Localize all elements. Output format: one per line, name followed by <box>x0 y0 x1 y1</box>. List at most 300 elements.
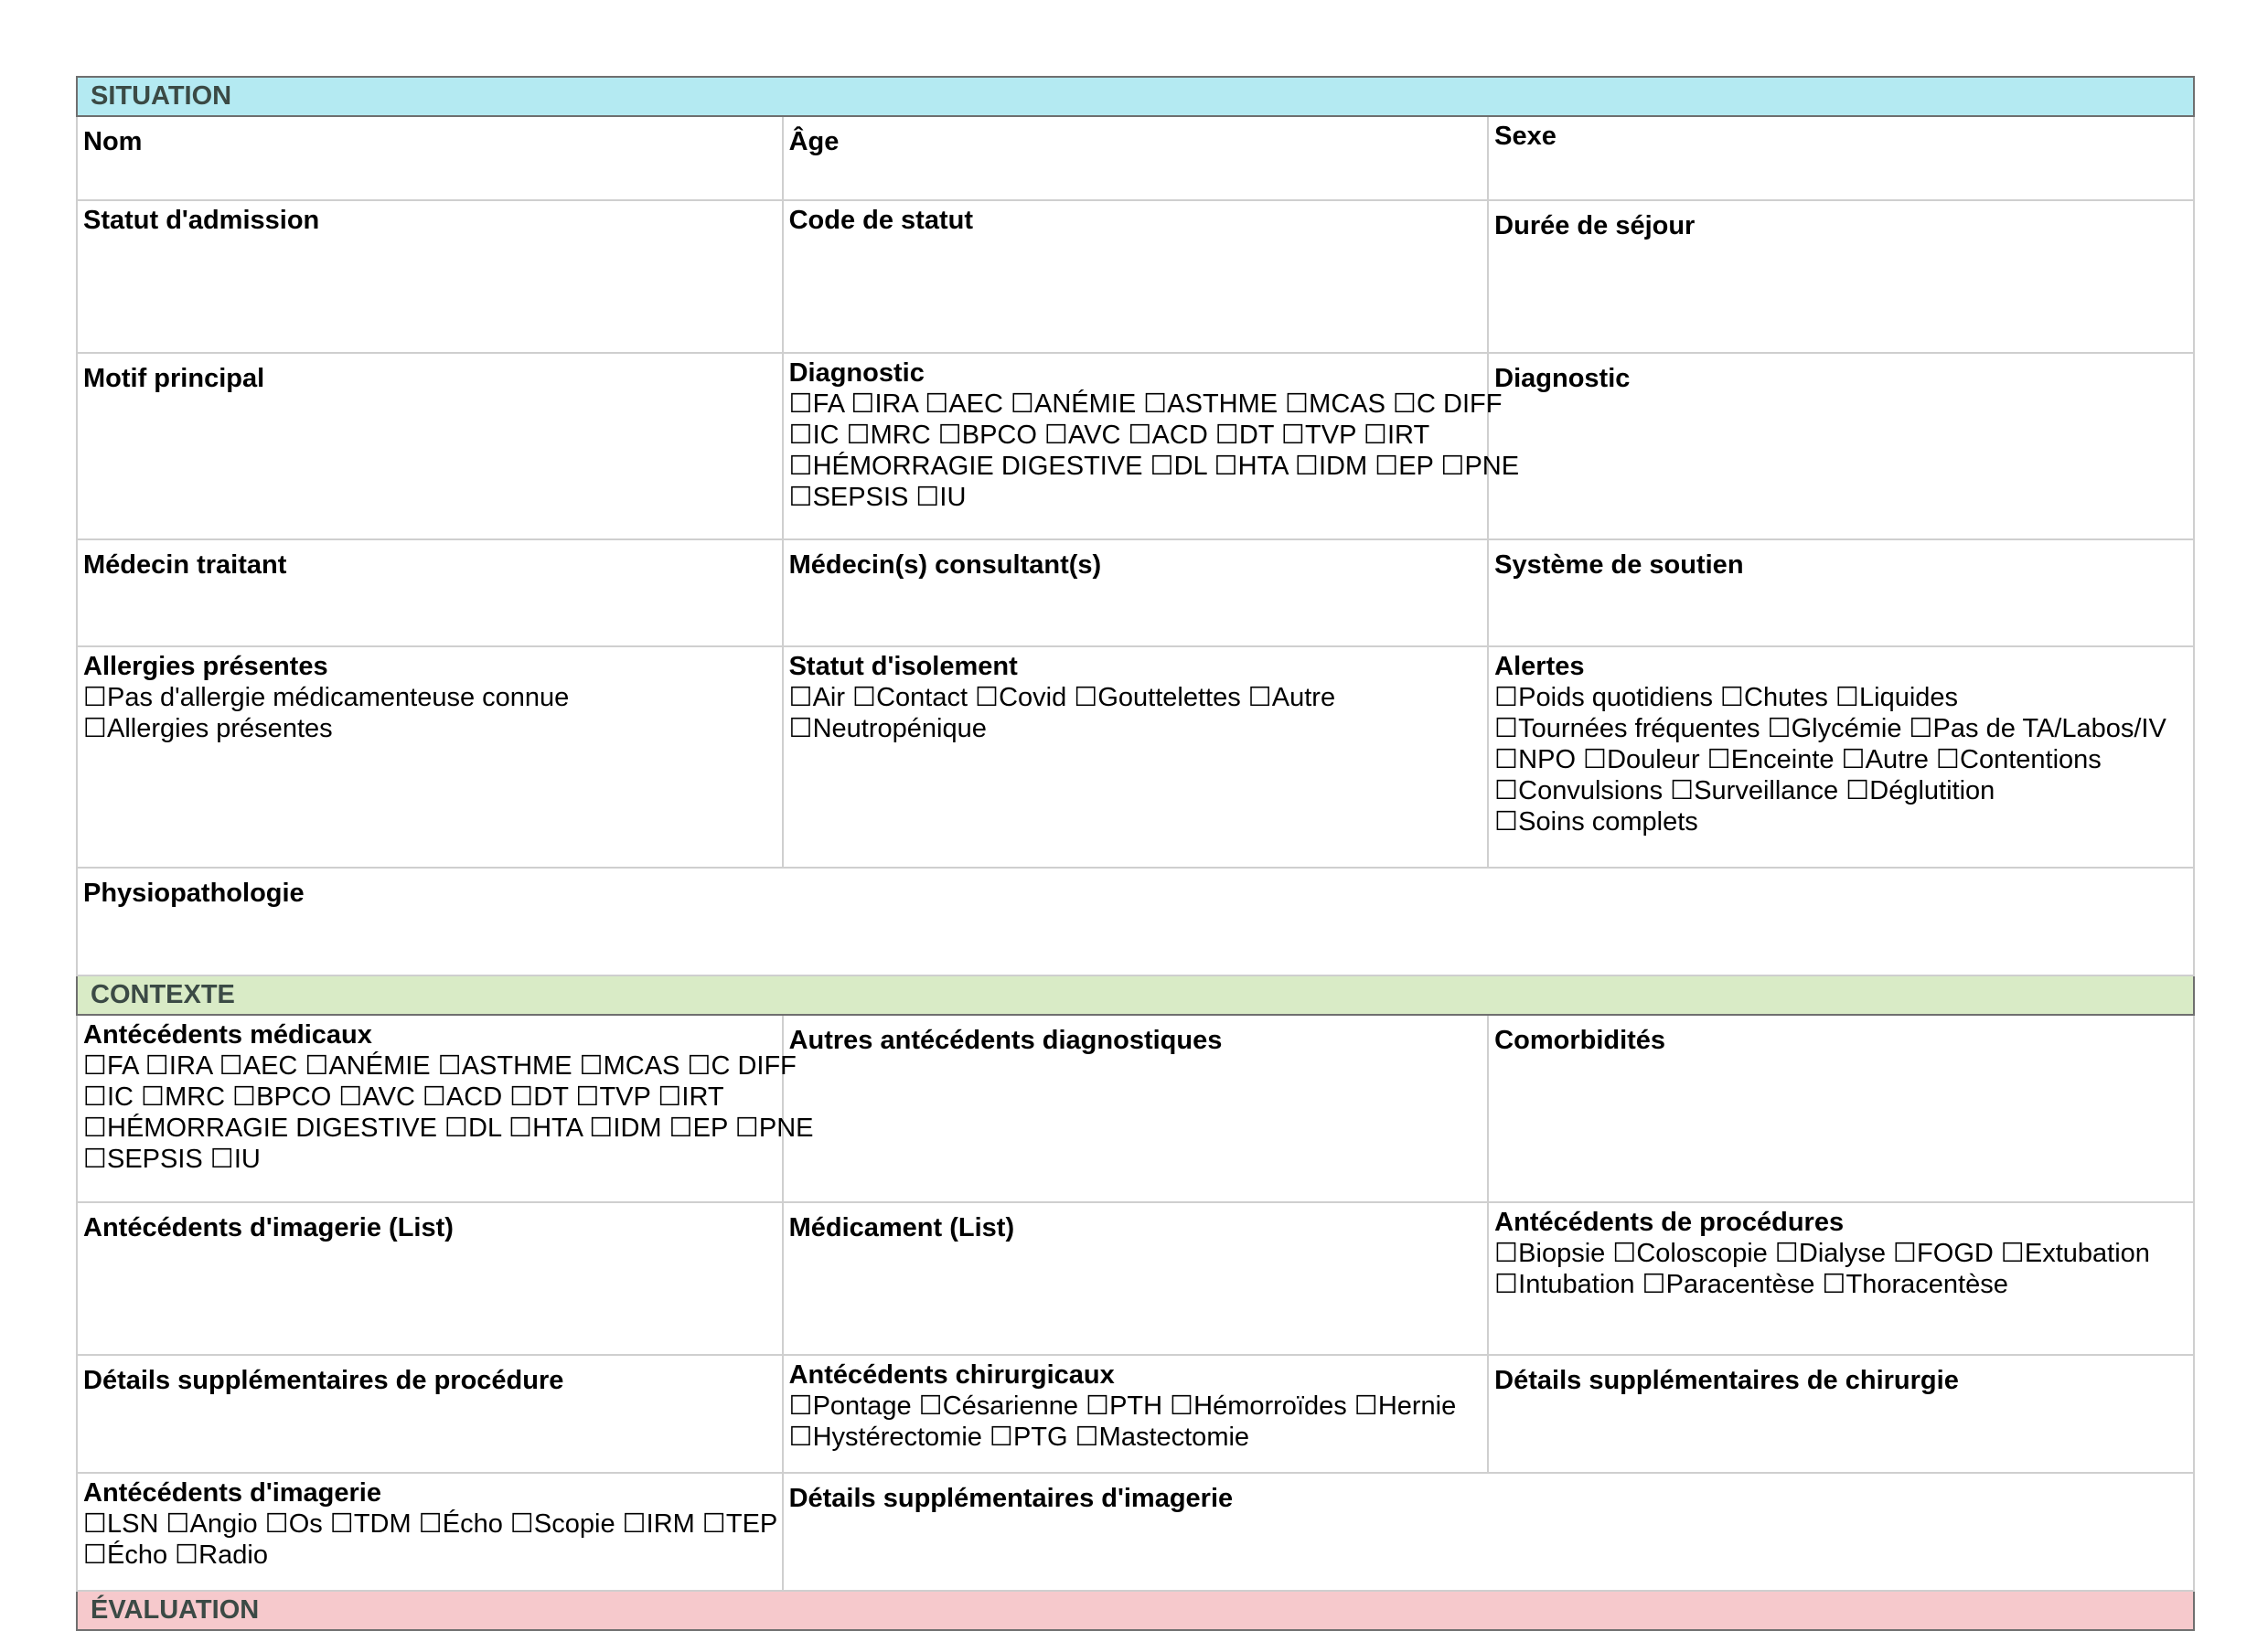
checkbox-option[interactable] <box>1494 745 1576 774</box>
checkbox-icon[interactable]: ☐ <box>589 1114 614 1143</box>
checkbox-label: Contentions <box>1960 745 2102 774</box>
checkbox-icon[interactable]: ☐ <box>1375 452 1399 481</box>
checkbox-option[interactable] <box>1835 683 1958 712</box>
checkbox-icon[interactable]: ☐ <box>1893 1239 1918 1268</box>
checkbox-option[interactable] <box>789 452 1143 481</box>
checkbox-option[interactable] <box>919 1391 1078 1421</box>
checkbox-option[interactable] <box>2001 1239 2150 1268</box>
checkbox-option[interactable] <box>1670 776 1838 805</box>
checkbox-icon[interactable]: ☐ <box>1086 1391 1110 1421</box>
checkbox-option[interactable] <box>687 1051 796 1081</box>
checkbox-icon[interactable]: ☐ <box>788 714 813 743</box>
checkbox-option[interactable] <box>1842 745 1929 774</box>
checkbox-label: Allergies présentes <box>107 714 333 743</box>
field-code-statut[interactable] <box>783 200 1489 353</box>
checkbox-option[interactable] <box>1281 421 1356 450</box>
checkbox-icon[interactable]: ☐ <box>1011 389 1035 419</box>
checkbox-option[interactable] <box>1893 1239 1994 1268</box>
checkbox-label: MRC <box>165 1082 226 1112</box>
checkbox-option[interactable] <box>1143 389 1278 419</box>
label-autres-antecedents: Autres antécédents diagnostiques <box>788 1026 1223 1055</box>
checkbox-option[interactable] <box>1086 1391 1162 1421</box>
checkbox-option[interactable] <box>83 1540 167 1570</box>
checkbox-label: Coloscopie <box>1636 1239 1768 1268</box>
label-details-procedure: Détails supplémentaires de procédure <box>83 1366 564 1395</box>
checkbox-label: ASTHME <box>461 1051 572 1081</box>
checkbox-option[interactable] <box>789 1391 912 1421</box>
checkbox-option[interactable] <box>419 1509 503 1539</box>
checkbox-label: Autre <box>1271 683 1336 712</box>
checkbox-option[interactable] <box>735 1114 814 1143</box>
checkbox-line <box>1494 1269 2186 1300</box>
checkbox-option[interactable] <box>1011 389 1136 419</box>
checkbox-icon[interactable]: ☐ <box>1294 452 1319 481</box>
checkbox-option[interactable] <box>83 1051 138 1081</box>
checkbox-label: ANÉMIE <box>328 1051 431 1081</box>
checkbox-icon[interactable]: ☐ <box>418 1509 443 1539</box>
checkbox-option[interactable] <box>789 483 909 512</box>
checkbox-icon[interactable]: ☐ <box>264 1509 289 1539</box>
field-chirurgicaux <box>783 1355 1489 1473</box>
checkbox-option[interactable] <box>444 1114 501 1143</box>
checkbox-option[interactable] <box>438 1051 572 1081</box>
checkbox-line <box>83 1144 775 1175</box>
checkbox-icon[interactable]: ☐ <box>83 714 107 743</box>
checkbox-option[interactable] <box>1150 452 1207 481</box>
label-statut-admission: Statut d'admission <box>83 206 320 235</box>
checkbox-label: BPCO <box>961 421 1037 450</box>
checkbox-icon[interactable]: ☐ <box>422 1082 446 1112</box>
checkbox-option[interactable] <box>580 1051 680 1081</box>
field-comorbidites[interactable] <box>1488 1015 2194 1202</box>
checkbox-icon[interactable]: ☐ <box>509 1082 534 1112</box>
checkbox-label: Dialyse <box>1798 1239 1886 1268</box>
checkbox-icon[interactable]: ☐ <box>1720 683 1745 712</box>
checkbox-label: Thoracentèse <box>1845 1270 2008 1299</box>
checkbox-option[interactable] <box>265 1509 323 1539</box>
label-allergies: Allergies présentes <box>83 652 328 681</box>
checkbox-icon[interactable]: ☐ <box>918 1391 943 1421</box>
checkbox-icon[interactable]: ☐ <box>338 1082 363 1112</box>
checkbox-icon[interactable]: ☐ <box>1909 714 1933 743</box>
field-details-procedure[interactable] <box>77 1355 783 1473</box>
checkbox-label: EP <box>1398 452 1434 481</box>
checkbox-label: TVP <box>599 1082 651 1112</box>
checkbox-icon[interactable]: ☐ <box>1642 1270 1666 1299</box>
checkbox-option[interactable] <box>166 1509 257 1539</box>
checkbox-label: Convulsions <box>1518 776 1664 805</box>
checkbox-option[interactable] <box>623 1509 695 1539</box>
checkbox-option[interactable] <box>938 421 1037 450</box>
checkbox-label: Écho <box>107 1540 168 1570</box>
checkbox-option[interactable] <box>83 1509 158 1539</box>
checkbox-icon[interactable]: ☐ <box>1494 776 1519 805</box>
checkbox-label: Autre <box>1865 745 1929 774</box>
nursing-report-form <box>76 76 2195 1631</box>
checkbox-option[interactable] <box>1075 1423 1249 1452</box>
checkbox-icon[interactable]: ☐ <box>846 421 871 450</box>
checkbox-option[interactable] <box>1129 421 1208 450</box>
checkbox-icon[interactable]: ☐ <box>1822 1270 1846 1299</box>
checkbox-option[interactable] <box>1214 452 1288 481</box>
checkbox-option[interactable] <box>1354 1391 1456 1421</box>
checkbox-label: IRA <box>874 389 918 419</box>
checkbox-label: Écho <box>442 1509 503 1539</box>
checkbox-label: Pas de TA/Labos/IV <box>1932 714 2166 743</box>
checkbox-icon[interactable]: ☐ <box>788 421 813 450</box>
checkbox-icon[interactable]: ☐ <box>1143 389 1168 419</box>
checkbox-icon[interactable]: ☐ <box>437 1051 462 1081</box>
checkbox-icon[interactable]: ☐ <box>1494 683 1519 712</box>
checkbox-option[interactable] <box>1494 683 1713 712</box>
checkbox-icon[interactable]: ☐ <box>175 1540 199 1570</box>
checkbox-option[interactable] <box>1074 683 1240 712</box>
checkbox-line <box>1494 1238 2186 1269</box>
checkbox-icon[interactable]: ☐ <box>508 1114 533 1143</box>
checkbox-line <box>1494 744 2186 775</box>
checkbox-icon[interactable]: ☐ <box>83 1540 107 1570</box>
checkbox-line <box>789 682 1481 713</box>
checkbox-label: DT <box>533 1082 569 1112</box>
field-medecin-traitant[interactable] <box>77 539 783 646</box>
checkbox-icon[interactable]: ☐ <box>1494 714 1519 743</box>
checkbox-label: Enceinte <box>1730 745 1835 774</box>
checkbox-icon[interactable]: ☐ <box>734 1114 759 1143</box>
checkbox-label: Radio <box>198 1540 268 1570</box>
checkbox-icon[interactable]: ☐ <box>852 683 877 712</box>
checkbox-icon[interactable]: ☐ <box>1612 1239 1637 1268</box>
field-details-chirurgie[interactable] <box>1488 1355 2194 1473</box>
field-duree-sejour[interactable] <box>1488 200 2194 353</box>
checkbox-line <box>1494 806 2186 837</box>
checkbox-option[interactable] <box>1364 421 1429 450</box>
checkbox-icon[interactable]: ☐ <box>1841 745 1866 774</box>
checkbox-label: SEPSIS <box>812 483 909 512</box>
checkbox-option[interactable] <box>789 1423 982 1452</box>
checkbox-label: FA <box>812 389 844 419</box>
checkbox-icon[interactable]: ☐ <box>1075 1423 1099 1452</box>
checkbox-option[interactable] <box>1170 1391 1347 1421</box>
checkbox-icon[interactable]: ☐ <box>1440 452 1465 481</box>
checkbox-icon[interactable]: ☐ <box>1767 714 1792 743</box>
checkbox-icon[interactable]: ☐ <box>83 683 107 712</box>
checkbox-icon[interactable]: ☐ <box>1706 745 1731 774</box>
checkbox-option[interactable] <box>338 1082 414 1112</box>
checkbox-option[interactable] <box>1936 745 2102 774</box>
label-procedures: Antécédents de procédures <box>1494 1208 1845 1237</box>
checkbox-label: DL <box>1173 452 1207 481</box>
checkbox-icon[interactable]: ☐ <box>83 1082 107 1112</box>
checkbox-option[interactable] <box>509 1082 568 1112</box>
checkbox-icon[interactable]: ☐ <box>83 1145 107 1174</box>
field-diagnostic-2[interactable] <box>1488 353 2194 539</box>
checkbox-option[interactable] <box>669 1114 728 1143</box>
checkbox-icon[interactable]: ☐ <box>1214 452 1238 481</box>
checkbox-option[interactable] <box>789 714 987 743</box>
label-details-imagerie: Détails supplémentaires d'imagerie <box>788 1484 1234 1513</box>
checkbox-label: PTH <box>1109 1391 1163 1421</box>
checkbox-label: Intubation <box>1518 1270 1635 1299</box>
checkbox-label: MCAS <box>603 1051 680 1081</box>
checkbox-option[interactable] <box>658 1082 723 1112</box>
checkbox-icon[interactable]: ☐ <box>1393 389 1418 419</box>
label-antecedents-medicaux: Antécédents médicaux <box>83 1020 372 1050</box>
checkbox-line <box>789 1422 1481 1453</box>
checkbox-icon[interactable]: ☐ <box>989 1423 1013 1452</box>
checkbox-icon[interactable]: ☐ <box>788 389 813 419</box>
field-statut-admission[interactable] <box>77 200 783 353</box>
checkbox-icon[interactable]: ☐ <box>1494 1270 1519 1299</box>
checkbox-line <box>83 1050 797 1082</box>
checkbox-label: Contact <box>876 683 968 712</box>
checkbox-icon[interactable]: ☐ <box>2000 1239 2025 1268</box>
checkbox-option[interactable] <box>925 389 1003 419</box>
checkbox-option[interactable] <box>1044 421 1120 450</box>
checkbox-icon[interactable]: ☐ <box>1247 683 1272 712</box>
checkbox-option[interactable] <box>1768 714 1902 743</box>
checkbox-option[interactable] <box>232 1082 331 1112</box>
checkbox-icon[interactable]: ☐ <box>1128 421 1152 450</box>
alertes-checkbox-group <box>1494 682 2186 837</box>
checkbox-label: Covid <box>999 683 1067 712</box>
field-age[interactable] <box>783 116 1489 200</box>
checkbox-option[interactable] <box>1720 683 1828 712</box>
checkbox-line <box>789 482 1481 513</box>
checkbox-icon[interactable]: ☐ <box>1494 1239 1519 1268</box>
checkbox-option[interactable] <box>510 1509 615 1539</box>
checkbox-icon[interactable]: ☐ <box>1494 745 1519 774</box>
field-autres-antecedents[interactable] <box>783 1015 1489 1202</box>
checkbox-icon[interactable]: ☐ <box>1281 421 1306 450</box>
checkbox-icon[interactable]: ☐ <box>141 1082 166 1112</box>
checkbox-icon[interactable]: ☐ <box>83 1051 107 1081</box>
checkbox-label: PTG <box>1012 1423 1068 1452</box>
checkbox-icon[interactable]: ☐ <box>305 1051 329 1081</box>
checkbox-icon[interactable]: ☐ <box>1583 745 1608 774</box>
checkbox-icon[interactable]: ☐ <box>1835 683 1859 712</box>
checkbox-label: Scopie <box>533 1509 615 1539</box>
checkbox-option[interactable] <box>975 683 1066 712</box>
checkbox-option[interactable] <box>702 1509 777 1539</box>
checkbox-option[interactable] <box>589 1114 661 1143</box>
checkbox-option[interactable] <box>1775 1239 1886 1268</box>
checkbox-label: TVP <box>1305 421 1356 450</box>
label-motif-principal: Motif principal <box>83 364 265 393</box>
checkbox-option[interactable] <box>1494 807 1698 837</box>
checkbox-option[interactable] <box>789 389 844 419</box>
checkbox-option[interactable] <box>83 1082 134 1112</box>
checkbox-icon[interactable]: ☐ <box>788 683 813 712</box>
checkbox-option[interactable] <box>1642 1270 1815 1299</box>
checkbox-option[interactable] <box>305 1051 430 1081</box>
field-medecins-consultants[interactable] <box>783 539 1489 646</box>
field-antecedents-imagerie-list[interactable] <box>77 1202 783 1355</box>
checkbox-option[interactable] <box>847 421 931 450</box>
checkbox-option[interactable] <box>1215 421 1274 450</box>
antecedents-medicaux-checkbox-group <box>83 1050 814 1175</box>
checkbox-icon[interactable]: ☐ <box>1285 389 1310 419</box>
checkbox-icon[interactable]: ☐ <box>83 1114 107 1143</box>
checkbox-line <box>83 682 775 713</box>
checkbox-option[interactable] <box>1295 452 1367 481</box>
checkbox-option[interactable] <box>1707 745 1835 774</box>
checkbox-icon[interactable]: ☐ <box>1936 745 1960 774</box>
checkbox-option[interactable] <box>83 1114 437 1143</box>
checkbox-option[interactable] <box>210 1145 261 1174</box>
checkbox-option[interactable] <box>789 421 840 450</box>
checkbox-option[interactable] <box>789 683 845 712</box>
checkbox-icon[interactable]: ☐ <box>1494 807 1519 837</box>
label-age: Âge <box>788 127 840 156</box>
checkbox-icon[interactable]: ☐ <box>1845 776 1870 805</box>
label-antecedents-imagerie-list: Antécédents d'imagerie (List) <box>83 1213 454 1242</box>
checkbox-option[interactable] <box>1583 745 1700 774</box>
label-details-chirurgie: Détails supplémentaires de chirurgie <box>1494 1366 1959 1395</box>
checkbox-option[interactable] <box>1494 776 1663 805</box>
checkbox-option[interactable] <box>1910 714 2166 743</box>
label-chirurgicaux: Antécédents chirurgicaux <box>788 1360 1115 1390</box>
field-medicament-list[interactable] <box>783 1202 1489 1355</box>
field-isolement <box>783 646 1489 868</box>
checkbox-option[interactable] <box>141 1082 225 1112</box>
checkbox-label: Déglutition <box>1869 776 1995 805</box>
label-code-statut: Code de statut <box>788 206 973 235</box>
checkbox-label: FA <box>107 1051 138 1081</box>
checkbox-option[interactable] <box>1494 1270 1634 1299</box>
label-medicament-list: Médicament (List) <box>788 1213 1015 1242</box>
checkbox-icon[interactable]: ☐ <box>575 1082 600 1112</box>
checkbox-icon[interactable]: ☐ <box>701 1509 726 1539</box>
checkbox-option[interactable] <box>1248 683 1335 712</box>
checkbox-icon[interactable]: ☐ <box>788 1423 813 1452</box>
checkbox-icon[interactable]: ☐ <box>1044 421 1068 450</box>
checkbox-icon[interactable]: ☐ <box>1364 421 1387 450</box>
checkbox-icon[interactable]: ☐ <box>166 1509 190 1539</box>
field-imagerie <box>77 1473 783 1591</box>
checkbox-label: SEPSIS <box>107 1145 203 1174</box>
checkbox-option[interactable] <box>1285 389 1385 419</box>
checkbox-label: IRM <box>646 1509 695 1539</box>
checkbox-icon[interactable]: ☐ <box>209 1145 234 1174</box>
checkbox-option[interactable] <box>83 683 569 712</box>
checkbox-label: DL <box>468 1114 502 1143</box>
checkbox-option[interactable] <box>423 1082 502 1112</box>
checkbox-icon[interactable]: ☐ <box>850 389 875 419</box>
checkbox-label: AVC <box>362 1082 415 1112</box>
field-details-imagerie[interactable] <box>783 1473 2194 1591</box>
checkbox-icon[interactable]: ☐ <box>444 1114 469 1143</box>
isolement-checkbox-group <box>789 682 1481 744</box>
checkbox-icon[interactable]: ☐ <box>937 421 962 450</box>
allergies-checkbox-group <box>83 682 775 744</box>
checkbox-option[interactable] <box>175 1540 268 1570</box>
checkbox-icon[interactable]: ☐ <box>144 1051 169 1081</box>
checkbox-icon[interactable]: ☐ <box>509 1509 534 1539</box>
checkbox-icon[interactable]: ☐ <box>915 483 940 512</box>
checkbox-option[interactable] <box>330 1509 412 1539</box>
checkbox-line <box>1494 775 2186 806</box>
checkbox-icon[interactable]: ☐ <box>975 683 1000 712</box>
field-motif-principal[interactable] <box>77 353 783 539</box>
checkbox-option[interactable] <box>851 389 918 419</box>
checkbox-label: Biopsie <box>1518 1239 1606 1268</box>
checkbox-label: Césarienne <box>942 1391 1079 1421</box>
label-comorbidites: Comorbidités <box>1494 1026 1666 1055</box>
checkbox-icon[interactable]: ☐ <box>1214 421 1239 450</box>
checkbox-label: DT <box>1238 421 1274 450</box>
checkbox-label: TEP <box>725 1509 778 1539</box>
checkbox-icon[interactable]: ☐ <box>579 1051 604 1081</box>
checkbox-option[interactable] <box>852 683 968 712</box>
procedures-checkbox-group <box>1494 1238 2186 1300</box>
checkbox-option[interactable] <box>1494 714 1760 743</box>
checkbox-icon[interactable]: ☐ <box>1670 776 1695 805</box>
checkbox-option[interactable] <box>83 1145 203 1174</box>
field-systeme-soutien[interactable] <box>1488 539 2194 646</box>
label-diagnostic: Diagnostic <box>788 358 925 388</box>
checkbox-label: Liquides <box>1859 683 1959 712</box>
checkbox-label: Hystérectomie <box>812 1423 982 1452</box>
checkbox-icon[interactable]: ☐ <box>1150 452 1174 481</box>
checkbox-option[interactable] <box>219 1051 298 1081</box>
checkbox-icon[interactable]: ☐ <box>788 1391 813 1421</box>
checkbox-label: Air <box>812 683 846 712</box>
checkbox-label: Hémorroïdes <box>1193 1391 1347 1421</box>
field-sexe[interactable] <box>1488 116 2194 200</box>
checkbox-option[interactable] <box>1494 1239 1605 1268</box>
checkbox-option[interactable] <box>145 1051 212 1081</box>
checkbox-icon[interactable]: ☐ <box>329 1509 354 1539</box>
checkbox-label: IC <box>812 421 840 450</box>
checkbox-option[interactable] <box>1845 776 1995 805</box>
checkbox-option[interactable] <box>1612 1239 1767 1268</box>
checkbox-option[interactable] <box>508 1114 582 1143</box>
field-diagnostic <box>783 353 1520 539</box>
checkbox-icon[interactable]: ☐ <box>925 389 949 419</box>
checkbox-icon[interactable]: ☐ <box>669 1114 693 1143</box>
label-duree-sejour: Durée de séjour <box>1494 211 1696 240</box>
checkbox-icon[interactable]: ☐ <box>232 1082 257 1112</box>
checkbox-icon[interactable]: ☐ <box>788 452 813 481</box>
label-isolement: Statut d'isolement <box>788 652 1018 681</box>
checkbox-label: HTA <box>532 1114 583 1143</box>
checkbox-icon[interactable]: ☐ <box>687 1051 711 1081</box>
checkbox-icon[interactable]: ☐ <box>1774 1239 1799 1268</box>
checkbox-option[interactable] <box>1823 1270 2008 1299</box>
checkbox-icon[interactable]: ☐ <box>1170 1391 1194 1421</box>
field-nom[interactable] <box>77 116 783 200</box>
checkbox-icon[interactable]: ☐ <box>83 1509 107 1539</box>
checkbox-option[interactable] <box>575 1082 650 1112</box>
checkbox-option[interactable] <box>1375 452 1433 481</box>
checkbox-option[interactable] <box>1393 389 1502 419</box>
checkbox-icon[interactable]: ☐ <box>622 1509 647 1539</box>
checkbox-icon[interactable]: ☐ <box>1074 683 1098 712</box>
checkbox-option[interactable] <box>915 483 966 512</box>
checkbox-option[interactable] <box>990 1423 1068 1452</box>
checkbox-icon[interactable]: ☐ <box>658 1082 682 1112</box>
field-physiopathologie[interactable] <box>77 868 2194 975</box>
checkbox-option[interactable] <box>83 714 333 743</box>
checkbox-icon[interactable]: ☐ <box>219 1051 243 1081</box>
label-medecins-consultants: Médecin(s) consultant(s) <box>788 550 1102 580</box>
checkbox-label: IU <box>939 483 967 512</box>
checkbox-option[interactable] <box>1440 452 1519 481</box>
checkbox-line <box>83 1508 778 1540</box>
checkbox-icon[interactable]: ☐ <box>788 483 813 512</box>
checkbox-line <box>789 420 1481 451</box>
checkbox-icon[interactable]: ☐ <box>1353 1391 1378 1421</box>
